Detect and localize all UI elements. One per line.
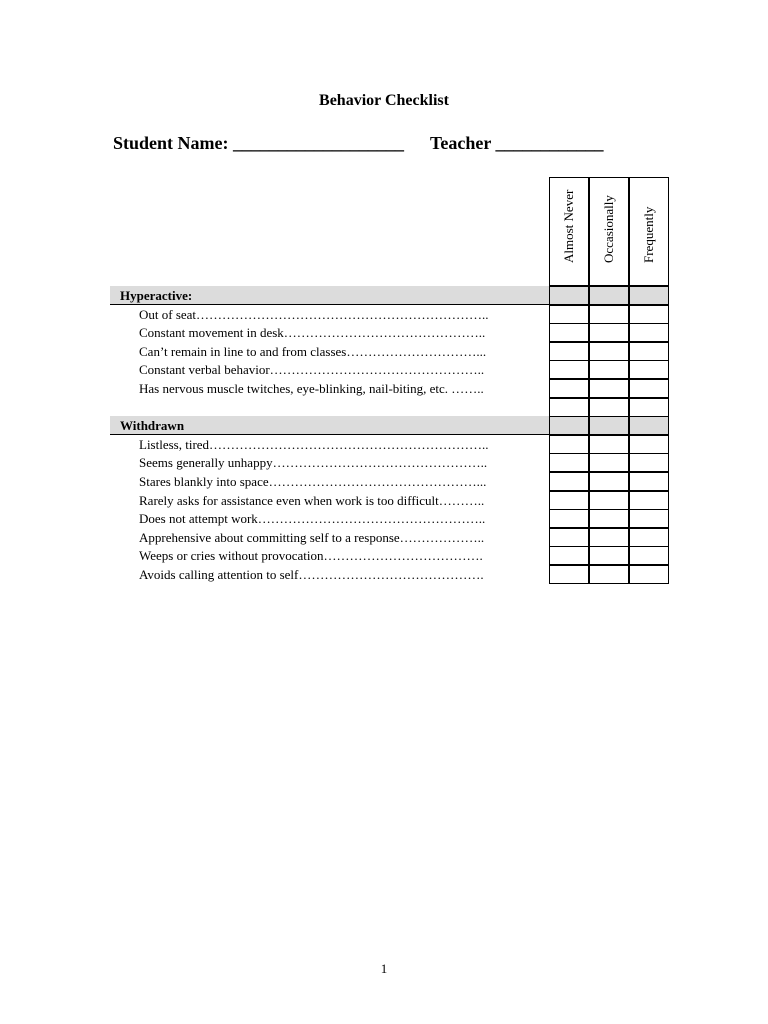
rating-checkbox-cell[interactable] (589, 342, 629, 361)
rating-checkbox-cell[interactable] (629, 342, 669, 361)
checklist-item (110, 398, 549, 417)
rating-checkbox-cell[interactable] (549, 546, 589, 565)
section-header: Withdrawn (110, 416, 549, 435)
checklist-item: Stares blankly into space…………………………………………... (139, 474, 487, 489)
rating-checkbox-cell[interactable] (589, 305, 629, 324)
rating-checkbox-cell[interactable] (589, 360, 629, 379)
checklist-item: Has nervous muscle twitches, eye-blinking, nail-biting, etc. …….. (139, 381, 484, 396)
rating-checkbox-cell[interactable] (589, 323, 629, 342)
page-number: 1 (380, 961, 388, 976)
rating-checkbox-cell[interactable] (549, 379, 589, 398)
rating-checkbox-cell[interactable] (549, 323, 589, 342)
checklist-item: Can’t remain in line to and from classes…………………………... (139, 343, 487, 359)
rating-checkbox-cell[interactable] (629, 509, 669, 528)
column-label: Frequently (641, 206, 656, 263)
section-rating-cell (629, 286, 669, 305)
column-label: Almost Never (561, 189, 576, 263)
rating-checkbox-cell[interactable] (629, 323, 669, 342)
section-rating-cell (629, 416, 669, 435)
rating-checkbox-cell[interactable] (549, 398, 589, 417)
rating-checkbox-cell[interactable] (629, 379, 669, 398)
section-rating-cell (589, 416, 629, 435)
rating-checkbox-cell[interactable] (549, 453, 589, 472)
checklist-item: Constant verbal behavior………………………………………….. (139, 362, 485, 378)
checklist-item: Listless, tired……………………………………………………….. (139, 436, 489, 452)
checklist-item: Seems generally unhappy………………………………………….. (139, 455, 488, 471)
rating-checkbox-cell[interactable] (629, 565, 669, 584)
rating-checkbox-cell[interactable] (589, 472, 629, 491)
student-name-field[interactable]: Student Name: ___________________ (113, 133, 404, 153)
checklist-item: Apprehensive about committing self to a response……………….. (139, 529, 485, 545)
rating-checkbox-cell[interactable] (629, 491, 669, 510)
section-rating-cell (589, 286, 629, 305)
column-header-occasionally (589, 177, 629, 286)
rating-checkbox-cell[interactable] (589, 509, 629, 528)
rating-checkbox-cell[interactable] (629, 546, 669, 565)
rating-checkbox-cell[interactable] (589, 453, 629, 472)
rating-checkbox-cell[interactable] (589, 565, 629, 584)
checklist-item: Weeps or cries without provocation………………………………. (139, 548, 483, 564)
column-header-almost-never (549, 177, 589, 286)
rating-checkbox-cell[interactable] (549, 509, 589, 528)
page-title: Behavior Checklist (319, 92, 449, 109)
section-rating-cell (549, 416, 589, 435)
checklist-item: Out of seat………………………………………………………….. (139, 306, 489, 322)
rating-checkbox-cell[interactable] (629, 435, 669, 454)
checklist-item: Rarely asks for assistance even when work is too difficult……….. (139, 492, 485, 508)
checklist-item: Does not attempt work…………………………………………….. (139, 511, 486, 527)
rating-checkbox-cell[interactable] (629, 528, 669, 547)
rating-checkbox-cell[interactable] (589, 435, 629, 454)
rating-checkbox-cell[interactable] (589, 491, 629, 510)
checklist-item: Avoids calling attention to self……………………………………. (139, 567, 484, 582)
rating-checkbox-cell[interactable] (629, 453, 669, 472)
rating-checkbox-cell[interactable] (589, 379, 629, 398)
rating-checkbox-cell[interactable] (549, 305, 589, 324)
rating-checkbox-cell[interactable] (549, 360, 589, 379)
rating-checkbox-cell[interactable] (549, 565, 589, 584)
rating-checkbox-cell[interactable] (629, 398, 669, 417)
rating-checkbox-cell[interactable] (549, 342, 589, 361)
rating-checkbox-cell[interactable] (589, 528, 629, 547)
rating-checkbox-cell[interactable] (589, 398, 629, 417)
section-header: Hyperactive: (110, 286, 549, 305)
column-label: Occasionally (601, 195, 616, 263)
rating-checkbox-cell[interactable] (549, 491, 589, 510)
rating-checkbox-cell[interactable] (629, 472, 669, 491)
rating-checkbox-cell[interactable] (549, 472, 589, 491)
rating-checkbox-cell[interactable] (549, 528, 589, 547)
teacher-name-field[interactable]: Teacher ____________ (430, 133, 604, 153)
rating-checkbox-cell[interactable] (629, 360, 669, 379)
section-rating-cell (549, 286, 589, 305)
column-header-frequently (629, 177, 669, 286)
rating-checkbox-cell[interactable] (629, 305, 669, 324)
rating-checkbox-cell[interactable] (549, 435, 589, 454)
rating-checkbox-cell[interactable] (589, 546, 629, 565)
checklist-item: Constant movement in desk……………………………………….. (139, 325, 486, 341)
